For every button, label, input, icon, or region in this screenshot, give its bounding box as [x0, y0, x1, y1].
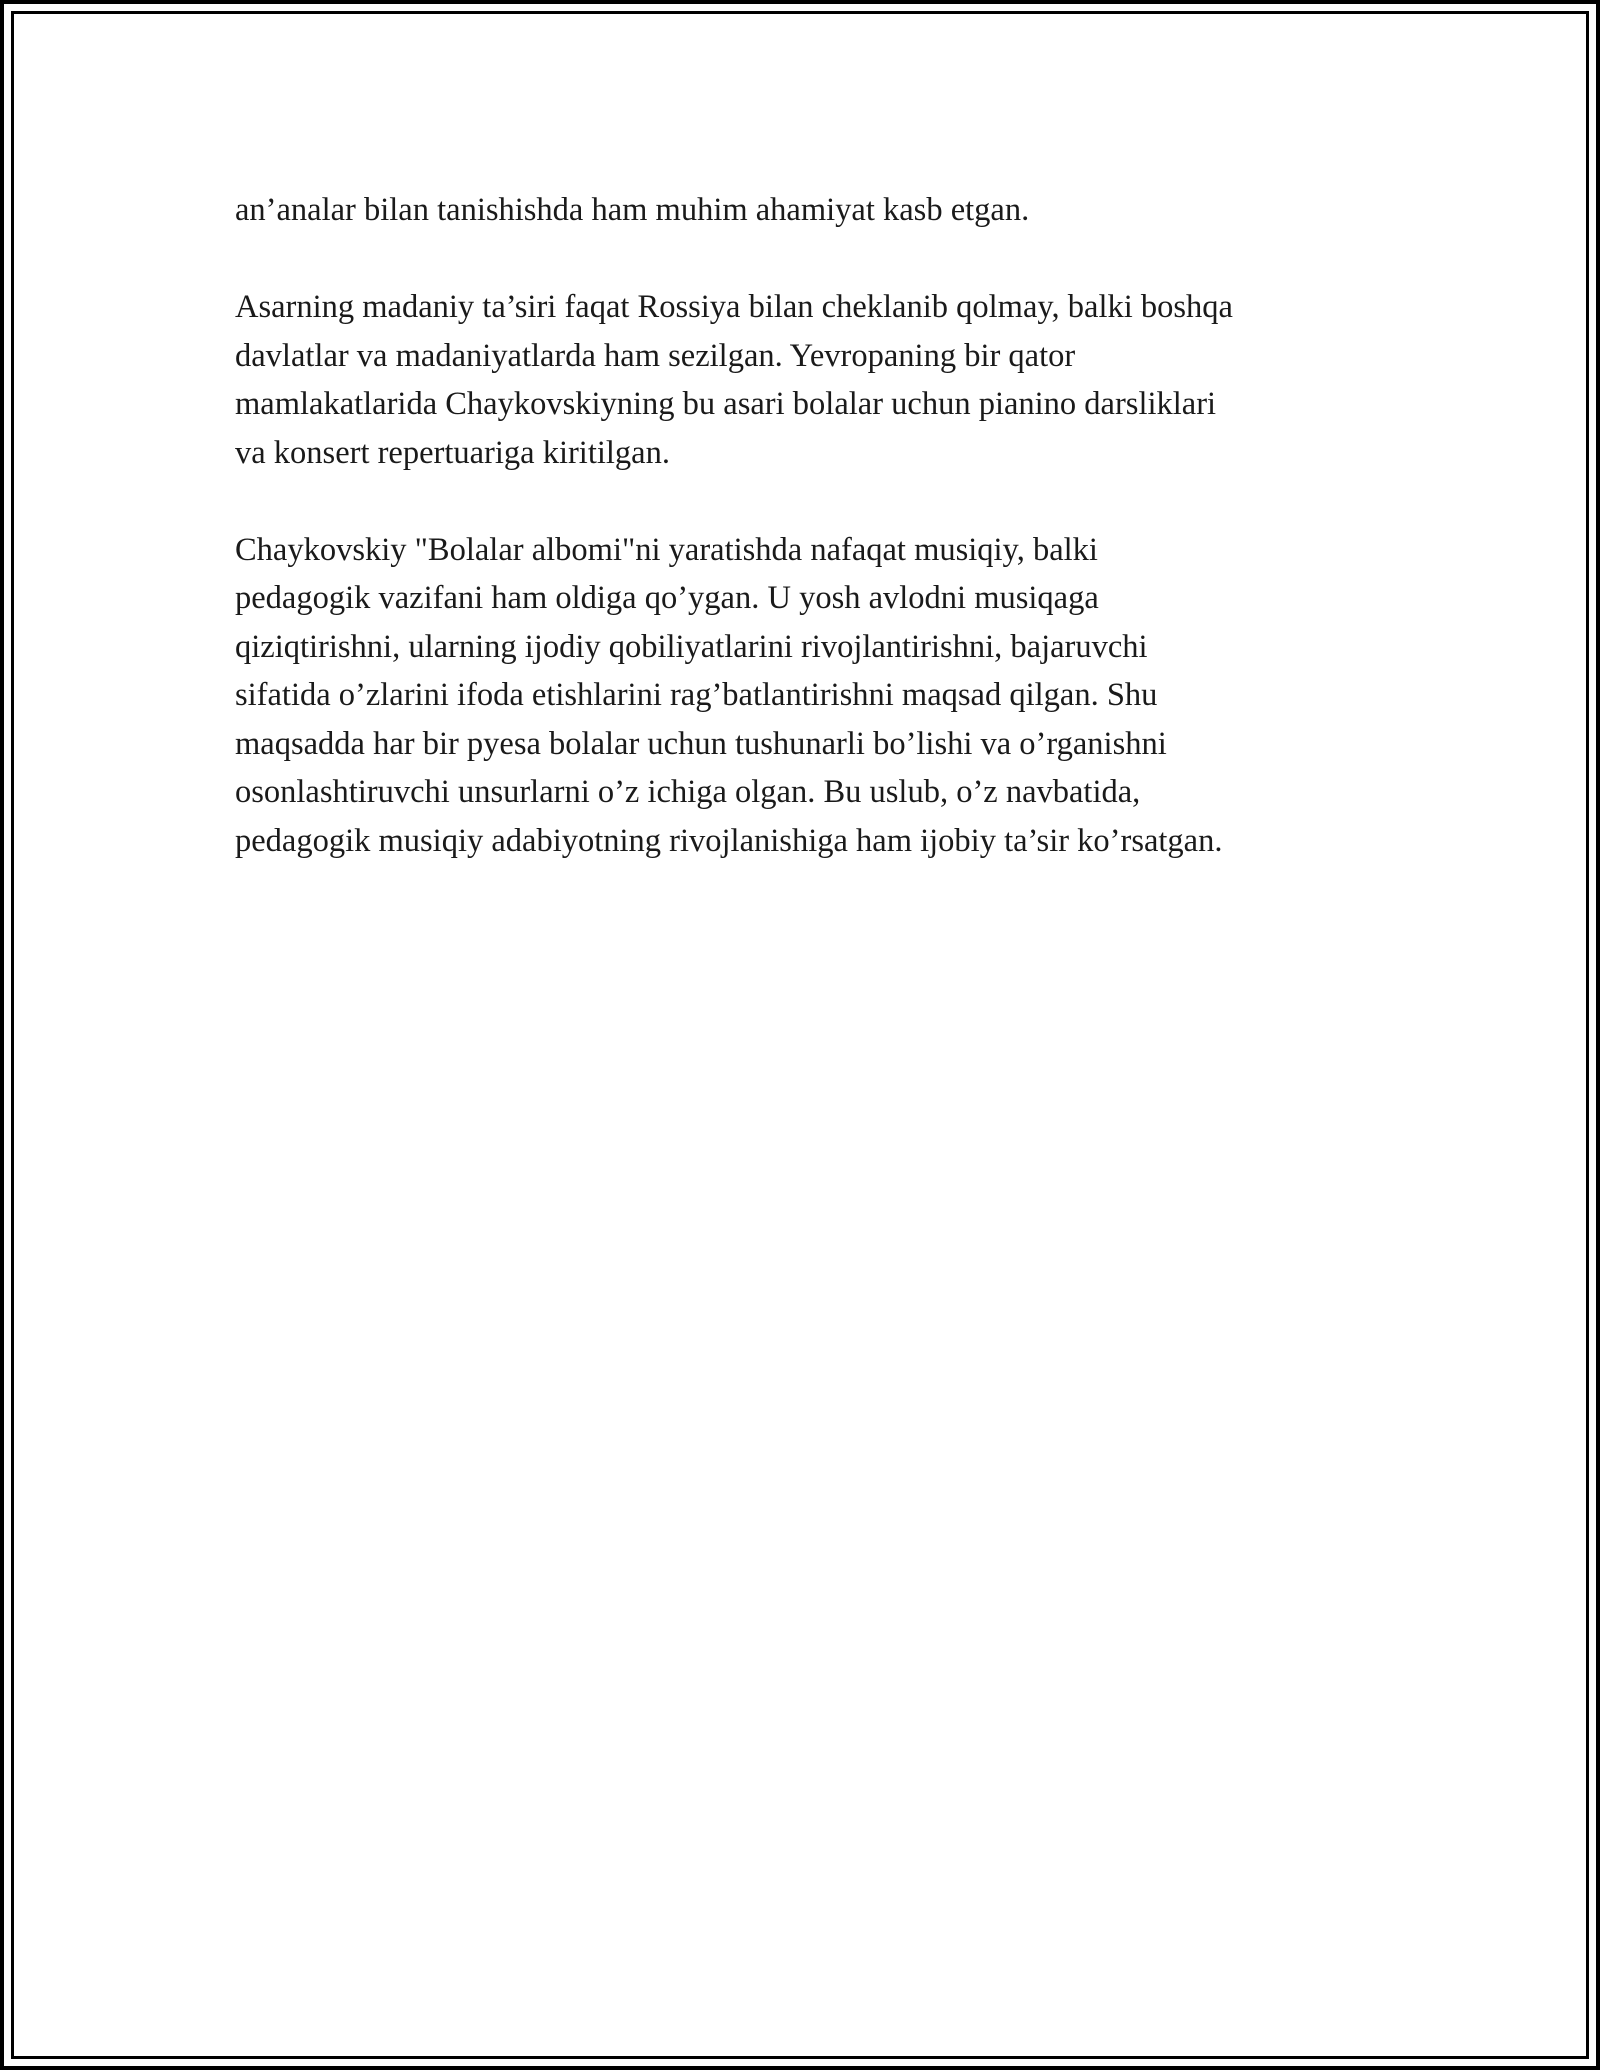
text-line: osonlashtiruvchi unsurlarni o’z ichiga olgan. Bu uslub, o’z navbatida,: [235, 774, 1141, 810]
text-line: mamlakatlarida Chaykovskiyning bu asari bolalar uchun pianino darsliklari: [235, 386, 1217, 422]
text-line: davlatlar va madaniyatlarda ham sezilgan. Yevropaning bir qator: [235, 337, 1076, 374]
text-line: pedagogik vazifani ham oldiga qo’ygan. U yosh avlodni musiqaga: [235, 580, 1099, 616]
text-line: maqsadda har bir pyesa bolalar uchun tushunarli bo’lishi va o’rganishni: [235, 725, 1167, 762]
text-line: va konsert repertuariga kiritilgan.: [235, 434, 670, 471]
paragraph: [235, 186, 1375, 235]
text-line: an’analar bilan tanishishda ham muhim ahamiyat kasb etgan.: [235, 192, 1030, 228]
text-line: sifatida o’zlarini ifoda etishlarini rag’batlantirishni maqsad qilgan. Shu: [235, 677, 1158, 713]
text-line: pedagogik musiqiy adabiyotning rivojlanishiga ham ijobiy ta’sir ko’rsatgan.: [235, 822, 1223, 859]
text-line: qiziqtirishni, ularning ijodiy qobiliyatlarini rivojlantirishni, bajaruvchi: [235, 628, 1148, 665]
text-line: Asarning madaniy ta’siri faqat Rossiya bilan cheklanib qolmay, balki boshqa: [235, 289, 1233, 325]
paragraph: [235, 526, 1375, 866]
paragraph: [235, 283, 1375, 477]
text-line: Chaykovskiy "Bolalar albomi"ni yaratishda nafaqat musiqiy, balki: [235, 531, 1098, 568]
document-body: [235, 186, 1375, 914]
